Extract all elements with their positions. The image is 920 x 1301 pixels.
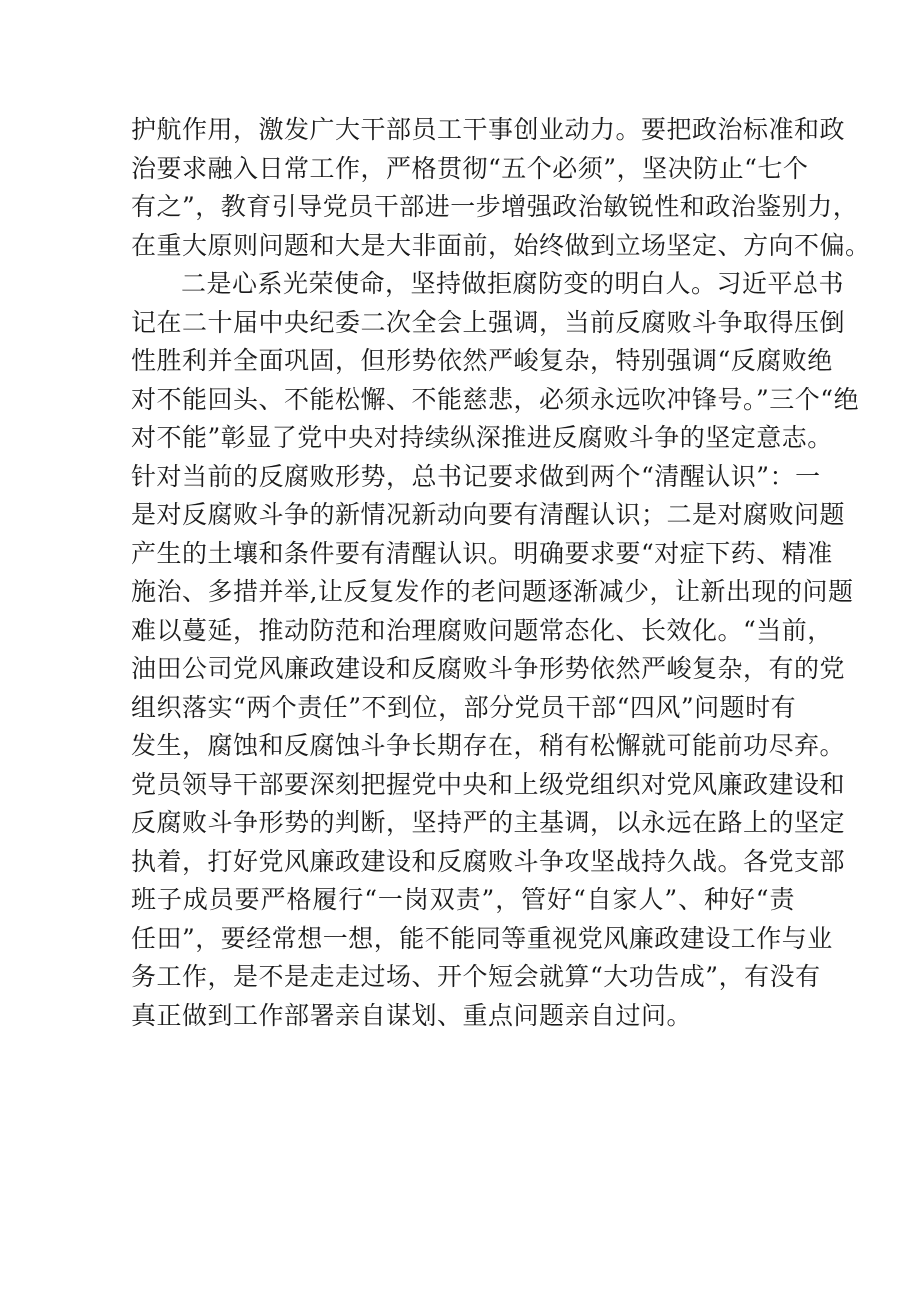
text-line: 施治、多措并举,让反复发作的老问题逐渐减少，让新出现的问题 bbox=[131, 577, 854, 606]
text-line: 发生，腐蚀和反腐蚀斗争长期存在，稍有松懈就可能前功尽弃。 bbox=[131, 731, 846, 760]
text-line: 党员领导干部要深刻把握党中央和上级党组织对党风廉政建设和 bbox=[131, 769, 846, 799]
text-line: 护航作用，激发广大干部员工干事创业动力。要把政治标准和政 bbox=[131, 115, 846, 144]
text-line: 执着，打好党风廉政建设和反腐败斗争攻坚战持久战。各党支部 bbox=[131, 846, 846, 876]
text-line: 是对反腐败斗争的新情况新动向要有清醒认识；二是对腐败问题 bbox=[131, 500, 846, 529]
paragraph-first-line: 二是心系光荣使命，坚持做拒腐防变的明白人。习近平总书 bbox=[181, 269, 845, 298]
text-line: 产生的土壤和条件要有清醒认识。明确要求要“对症下药、精准 bbox=[131, 538, 833, 568]
text-line: 班子成员要严格履行“一岗双责”，管好“自家人”、种好“责 bbox=[131, 885, 795, 914]
text-line: 针对当前的反腐败形势，总书记要求做到两个“清醒认识”：一 bbox=[131, 461, 821, 491]
text-line: 务工作，是不是走走过场、开个短会就算“大功告成”，有没有 bbox=[131, 962, 821, 991]
text-line: 在重大原则问题和大是大非面前，始终做到立场坚定、方向不偏。 bbox=[131, 230, 871, 260]
text-line: 油田公司党风廉政建设和反腐败斗争形势依然严峻复杂，有的党 bbox=[131, 654, 846, 683]
body-text bbox=[131, 111, 871, 1035]
text-line: 性胜利并全面巩固，但形势依然严峻复杂，特别强调“反腐败绝 bbox=[131, 346, 833, 375]
text-line: 任田”，要经常想一想，能不能同等重视党风廉政建设工作与业 bbox=[131, 923, 833, 953]
text-line: 对不能”彰显了党中央对持续纵深推进反腐败斗争的坚定意志。 bbox=[131, 423, 833, 452]
text-line: 对不能回头、不能松懈、不能慈悲，必须永远吹冲锋号。”三个“绝 bbox=[131, 384, 860, 414]
text-line: 记在二十届中央纪委二次全会上强调，当前反腐败斗争取得压倒 bbox=[131, 307, 846, 337]
text-line: 有之”，教育引导党员干部进一步增强政治敏锐性和政治鉴别力， bbox=[131, 192, 859, 221]
text-line: 难以蔓延，推动防范和治理腐败问题常态化、长效化。“当前， bbox=[131, 615, 833, 645]
paragraph-last-line: 真正做到工作部署亲自谋划、重点问题亲自过问。 bbox=[131, 1000, 693, 1030]
text-line: 治要求融入日常工作，严格贯彻“五个必须”，坚决防止“七个 bbox=[131, 153, 809, 183]
text-line: 组织落实“两个责任”不到位，部分党员干部“四风”问题时有 bbox=[131, 692, 797, 722]
text-line: 反腐败斗争形势的判断，坚持严的主基调，以永远在路上的坚定 bbox=[131, 808, 846, 837]
